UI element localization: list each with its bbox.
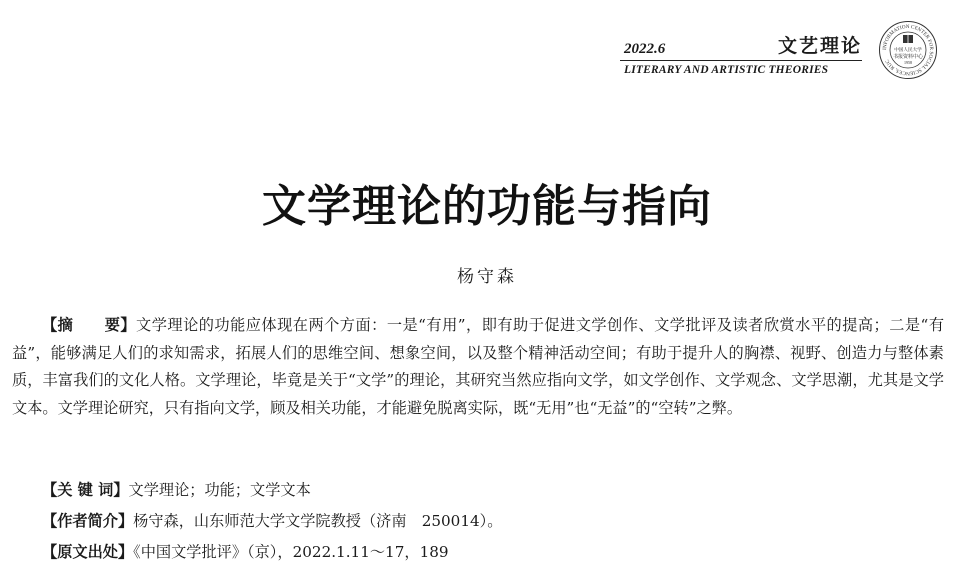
abstract-text: 文学理论的功能应体现在两个方面：一是“有用”，即有助于促进文学创作、文学批评及读者欣赏水平的提高；二是“有益”，能够满足人们的求知需求，拓展人们的思维空间、想象空间，以及整个精神活动空间；有助于提升人的胸襟、视野、创造力与整体素质，丰富我们的文化人格。文学理论，毕竟是关于“文学”的理论，其研究当然应指向文学，如文学创作、文学观念、文学思潮，尤其是文学文本。文学理论研究，只有指向文学，顾及相关功能，才能避免脱离实际，既“无用”也“无益”的“空转”之弊。 xyxy=(12,316,945,417)
keywords-label: 【关 键 词】 xyxy=(42,481,129,499)
keywords-value: 文学理论；功能；文学文本 xyxy=(128,481,311,499)
author-info-line xyxy=(42,510,502,531)
source-label: 【原文出处】 xyxy=(42,543,134,561)
keywords-line xyxy=(42,479,311,500)
article-author: 杨守森 xyxy=(457,267,517,287)
seal-ring-text: INFORMATION CENTER FOR SOCIAL SCIENCES, RUC xyxy=(881,23,935,77)
author-info-label: 【作者简介】 xyxy=(42,512,134,530)
seal-logo-icon xyxy=(878,20,938,80)
abstract-paragraph xyxy=(12,312,944,422)
source-line xyxy=(42,541,449,562)
issue-number: 2022.6 xyxy=(624,41,666,57)
abstract-label: 【摘 要】 xyxy=(42,316,137,334)
author-info-value: 杨守森，山东师范大学文学院教授（济南 250014）。 xyxy=(133,512,503,530)
journal-header xyxy=(620,34,862,76)
source-value: 《中国文学批评》（京），2022.1.11～17，189 xyxy=(133,543,449,561)
header-top-row xyxy=(620,34,862,61)
seal-line2: 书报资料中心 xyxy=(892,54,924,60)
journal-name-en: LITERARY AND ARTISTIC THEORIES xyxy=(624,64,829,76)
article-title: 文学理论的功能与指向 xyxy=(262,181,712,232)
seal-year: 1958 xyxy=(904,60,912,65)
seal-line1: 中国人民大学 xyxy=(894,48,922,53)
journal-name-cn: 文艺理论 xyxy=(777,35,862,57)
